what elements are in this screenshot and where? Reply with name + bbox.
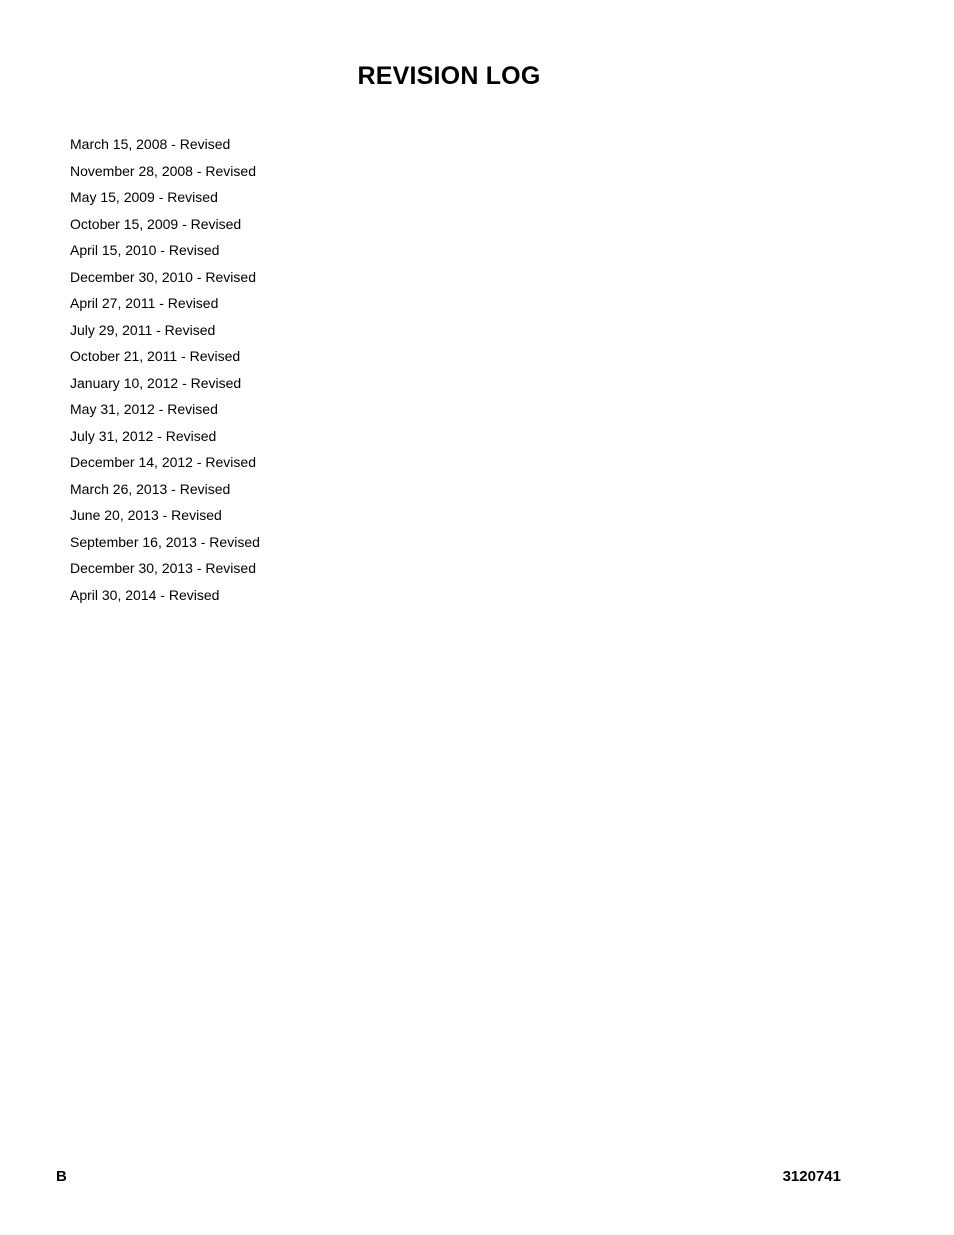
revision-entry: October 15, 2009 - Revised xyxy=(70,215,242,232)
revision-entry: March 26, 2013 - Revised xyxy=(70,480,231,497)
revision-entry: April 15, 2010 - Revised xyxy=(70,242,220,258)
revision-entry: January 10, 2012 - Revised xyxy=(70,374,242,391)
revision-entry: December 30, 2010 - Revised xyxy=(70,268,256,285)
revision-entry: October 21, 2011 - Revised xyxy=(70,348,241,364)
revision-entry: June 20, 2013 - Revised xyxy=(70,507,222,523)
page-title: REVISION LOG xyxy=(357,62,541,90)
revision-entry: May 31, 2012 - Revised xyxy=(70,401,218,417)
revision-entry: September 16, 2013 - Revised xyxy=(70,533,260,550)
revision-entry: April 27, 2011 - Revised xyxy=(70,295,219,311)
revision-entry: March 15, 2008 - Revised xyxy=(70,136,231,152)
revision-entry: November 28, 2008 - Revised xyxy=(70,162,256,179)
page-label: B xyxy=(56,1168,67,1185)
revision-entry: May 15, 2009 - Revised xyxy=(70,189,218,205)
revision-entry: April 30, 2014 - Revised xyxy=(70,586,220,603)
revision-entry: December 14, 2012 - Revised xyxy=(70,454,256,470)
revision-entry: July 29, 2011 - Revised xyxy=(70,321,216,338)
document-number: 3120741 xyxy=(782,1168,841,1185)
revision-list xyxy=(70,134,260,611)
revision-entry: July 31, 2012 - Revised xyxy=(70,427,217,444)
revision-entry: December 30, 2013 - Revised xyxy=(70,560,256,576)
